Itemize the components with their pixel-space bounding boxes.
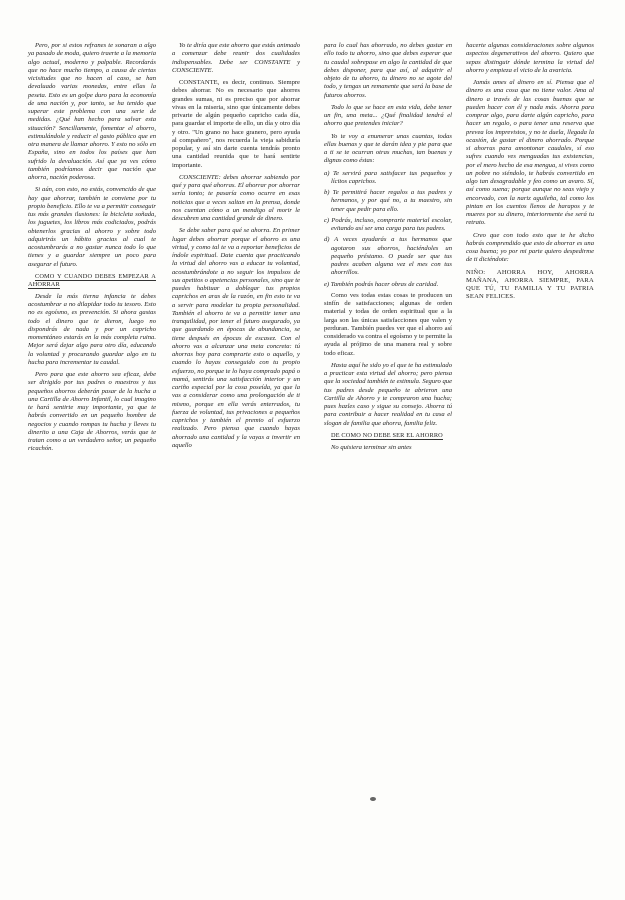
- list-item: b) Te permitirá hacer regalos a tus padres y hermanos, y por qué no, a tu maestro, sin tener que pedir para ello.: [324, 189, 452, 213]
- paragraph: Yo te diría que este ahorro que estás animado a comenzar debe reunir dos cualidades indispensables. Debe ser CONSTANTE y CONSCIENTE.: [172, 42, 300, 74]
- list-item: a) Te servirá para satisfacer tus pequeños y lícitos caprichos.: [324, 169, 452, 185]
- paragraph: Se debe saber para qué se ahorra. En primer lugar debes ahorrar porque el ahorro es una virtud, y como tal te va a reportar beneficios de índole espiritual. Date cuenta que practicando la virtud del ahorro vas a educar tu voluntad, acostumbrándote a no seguir los impulsos de sus apetitos o apetencias personales, sino que te puedes habituar a doblegar tus propios caprichos en aras de la razón, en fin esto te va a servir para modelar tu propia personalidad. También el ahorro te va a permitir tener una tranquilidad, por tener el futuro asegurado, ya que guardando en épocas de abundancia, se tiene después en épocas de escasez. Con el ahorro vas a alcanzar una meta concreta: tú ahorras hoy para comprarte esto o aquello, y cuando lo hayas conseguido con tu propio esfuerzo, no porque te lo haya comprado papá o mamá, sentirás una satisfacción interior y un cariño especial por la cosa poseída, ya que la vas a considerar como una prolongación de ti mismo, porque en ella verás enterrados, tu fuerza de voluntad, tus privaciones a pequeños caprichos y también el premio al esfuerzo realizado. Pero piensa que cuando hayas ahorrado una cantidad y la vayas a invertir en aquello: [172, 227, 300, 449]
- paragraph: Jamás ames al dinero en sí. Piensa que el dinero es una cosa que no tiene valor. Ama al dinero a través de las cosas buenas que se pueden hacer con él y nada más. Ahorra para comprar algo, para darte algún capricho, para hacer un regalo, o para tener una reserva que prevea los imprevistos, y no te duela, llegada la ocasión, de gastar el dinero ahorrado. Porque si ahorras para amontonar caudales, sí eso sufres cuando ves menguadas tus existencias, por el mero hecho de esa mengua, si vives como un pobre no siéndolo, te habrás convertido en algo tan desagradable y feo como un avaro. Sí, así como suena; porque aunque no seas viejo y encorvado, con la nariz aguileña, tal como los pintan en los cuentos llenos de harapos y te mueres por su dinero, interiormente ése será tu retrato.: [466, 79, 594, 227]
- list-item: c) Podrás, incluso, comprarte material escolar, evitando así ser una carga para tus padres.: [324, 216, 452, 232]
- paragraph: Si aún, con esto, no estás, convencido de que hay que ahorrar, también te conviene por tu propio beneficio. Ello te va a permitir conseguir tus más grandes ilusiones: la bicicleta soñada, los juguetes, los libros más codiciados, podrás obtenerlos gracias al ahorro y sobre todo adquirirás un hábito gracias al cual te acostumbrarás a no gastar nunca todo lo que tienes y a guardar siempre un poco para asegurar el futuro.: [28, 186, 156, 268]
- paragraph: Como ves todas estas cosas te producen un sinfín de satisfacciones; algunas de orden material y todas de orden espiritual que a la larga son las únicas satisfacciones que valen y perduran. También puedes ver que el ahorro así considerado va contra el egoísmo y te permite la ayuda al prójimo de una manera real y sobre todo eficaz.: [324, 291, 452, 357]
- paragraph: No quisiera terminar sin antes: [331, 443, 412, 451]
- column-1: [28, 42, 156, 458]
- paragraph: Yo te voy a enumerar unas cuantas, todas ellas buenas y que te darán idea y pie para que a ti se te ocurran otras muchas, tan buenas y dignas como éstas:: [324, 132, 452, 165]
- column-4: [466, 42, 594, 306]
- column-3: [324, 42, 452, 456]
- column-2: [172, 42, 300, 454]
- paragraph: Desde la más tierna infancia te debes acostumbrar a no dilapidar todo tu tesoro. Esto no es egoísmo, es prevención. Si ahora gastas todo el dinero que te dieron, luego no dispondrás de nada y por un capricho momentáneo estarás en la más completa ruina. Mejor será dejar algo para otro día, educando la voluntad y procurando guardar algo en tu hucha para incrementar tu caudal.: [28, 292, 156, 366]
- paragraph: hacerte algunas consideraciones sobre algunos aspectos degenerativos del ahorro. Quiero que sepas distinguir dónde termina la virtud del ahorro y empieza el vicio de la avaricia.: [466, 42, 594, 74]
- paragraph: Hasta aquí he sido yo el que te ha estimulado a practicar esta virtud del ahorro; pero piensa que la sociedad también te estimula. Seguro que tus padres desde pequeño te abrieron una Cartilla de Ahorro y te compraron una hucha; pues hazles caso y sigue su consejo. Ahorra tú para contribuir a hacer realidad en tu casa el slogan de familia que ahorra, familia feliz.: [324, 361, 452, 427]
- closing-slogan: NIÑO: AHORRA HOY, AHORRA MAÑANA, AHORRA SIEMPRE, PARA QUE TÚ, TU FAMILIA Y TU PATRIA SEAN FELICES.: [466, 268, 594, 301]
- paragraph: Pero, por si estos refranes te sonaran a algo ya pasado de moda, quiero traerte a la memoria algo actual, moderno y palpable. Recordarás que no hace mucho tiempo, a causa de ciertas vicisitudes que no hacen al caso, se han devaluado varias monedas, entre ellas la peseta. Esto es un golpe duro para la economía de una nación y, por tanto, se ha tenido que superar este problema con una serie de medidas. ¿Qué han hecho para salvar esta situación? Sencillamente, fomentar el ahorro, estimulándole y reducir el gasto público que en otra manera de llamar ahorro. Y esto no sólo en España, sino en todos los países que han sufrido la devaluación. Así que ya ves cómo también podríamos decir que nación que ahorra, nación poderosa.: [28, 42, 156, 181]
- paragraph: Todo lo que se hace en esta vida, debe tener un fin, una meta... ¿Qué finalidad tendrá el ahorro que pretendes iniciar?: [324, 103, 452, 128]
- ink-blot: [370, 797, 376, 801]
- paragraph: CONSCIENTE: debes ahorrar sabiendo por qué y para qué ahorras. El ahorrar por ahorrar sería tonto; te pasaría como ocurre en esas noticias que a veces saltan en la prensa, donde nos cuentan cómo a un mendigo al morir le descubren una cantidad grande de dinero.: [172, 173, 300, 222]
- list-item: e) También podrás hacer obras de caridad.: [324, 280, 439, 288]
- aims-list: [324, 170, 452, 289]
- list-item: d) A veces ayudarás a tus hermanos que agotaron sus ahorros, haciéndoles un pequeño préstamo. O puede ser que tus padres acaben alguna vez el mes con tus ahorrillos.: [324, 236, 452, 277]
- section-heading: COMO Y CUANDO DEBES EMPEZAR A AHORRAR: [28, 272, 156, 288]
- paragraph: CONSTANTE, es decir, continuo. Siempre debes ahorrar. No es necesario que ahorres grandes sumas, ni es preciso que por ahorrar vivas en la miseria, sino que únicamente debes privarte de algún pequeño capricho cada día, para guardar el importe de ello, un día y otro día y otro. "Un grano no hace granero, pero ayuda al compañero", nos recuerda la vieja sabiduría popular, y así sin darte cuenta tendrás pronto una cantidad reunida que te hará sentirte importante.: [172, 79, 300, 169]
- paragraph: para lo cual has ahorrado, no debes gastar en ello todo tu ahorro, sino que debes esperar que tu caudal sobrepase en algo la cantidad de que debes disponer, para que así, al adquirir el objeto de tu ahorro, tu dinero no se agote del todo, y tengas un remanente que será la base de futuros ahorros.: [324, 42, 452, 99]
- section-heading: DE COMO NO DEBE SER EL AHORRO: [331, 431, 443, 439]
- paragraph: Creo que con todo esto que te he dicho habrás comprendido que esto de ahorrar es una cosa buena; yo por mi parte quiero despedirme de ti diciéndote:: [466, 231, 594, 264]
- paragraph: Pero para que este ahorro sea eficaz, debe ser dirigido por tus padres o maestros y tus pequeños ahorros deberán pasar de la hucha a una Cartilla de Ahorro Infantil, lo cual imagino te hará sentirte muy importante, ya que te habrás convertido en un pequeño hombre de negocios y cuando rompas tu hucha y lleves tu dinerito a una Caja de Ahorros, verás que te tratan como a un verdadero señor, un pequeño ricachón.: [28, 371, 156, 453]
